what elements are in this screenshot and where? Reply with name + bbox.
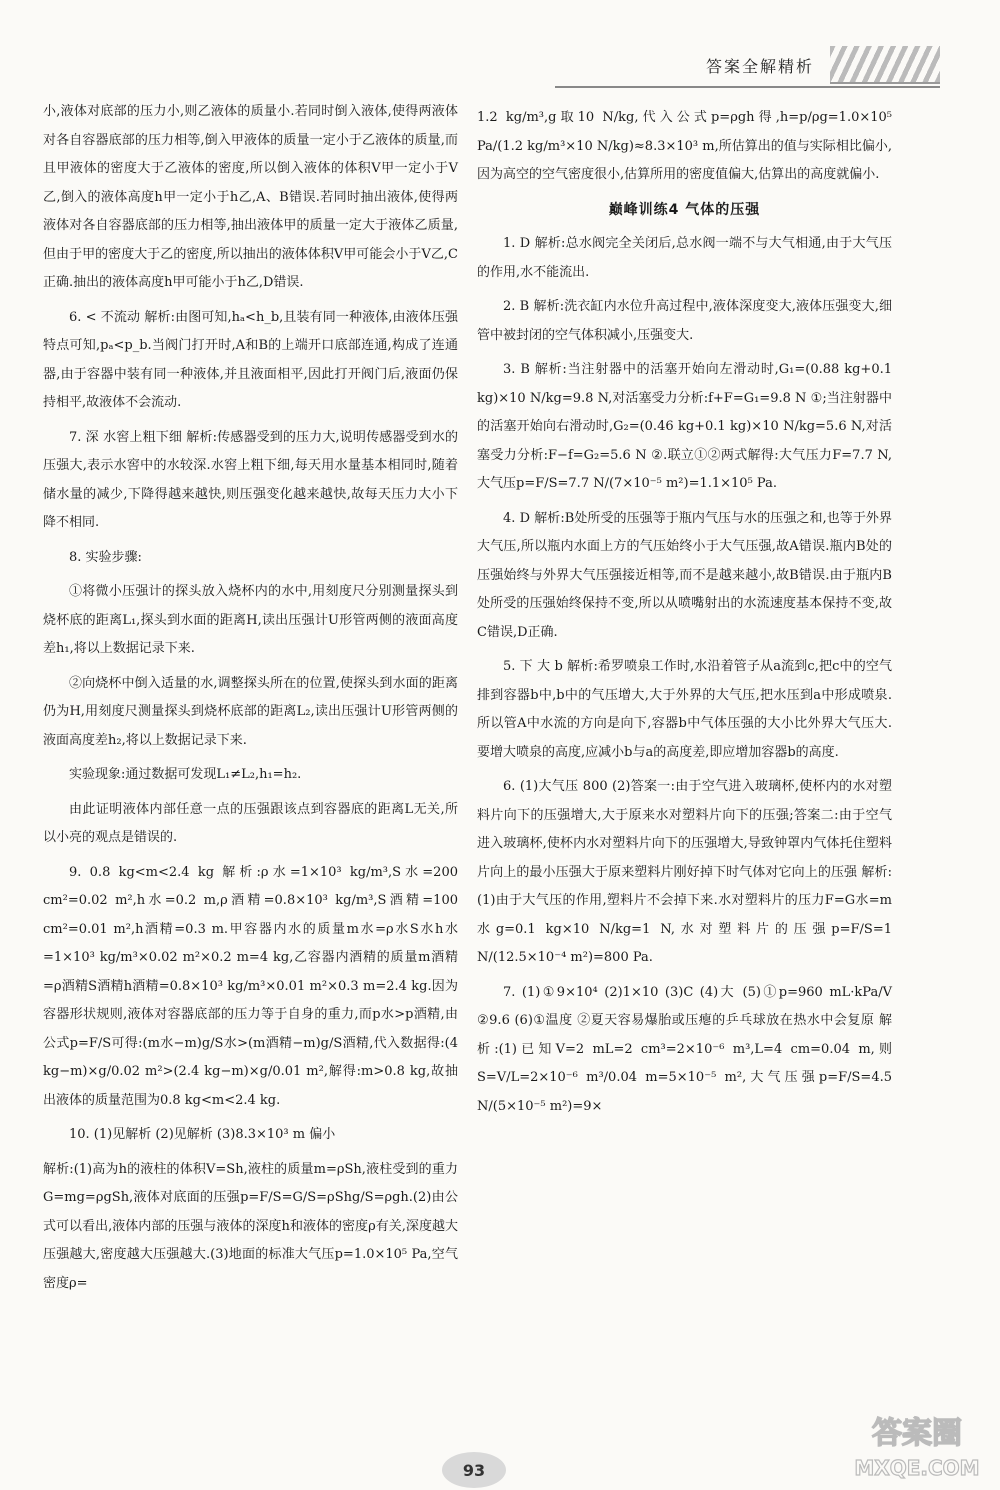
paragraph: 解析:(1)高为h的液柱的体积V=Sh,液柱的质量m=ρSh,液柱受到的重力G=mg=ρgSh,液体对底面的压强p=F/S=G/S=ρShg/S=ρgh.(2)由公式可以看出,液体内部的压强与液体的深度h和液体的密度ρ有关,深度越大压强越大,密度越大压强越大.(3)地面的标准大气压p=1.0×10⁵ Pa,空气密度ρ= xyxy=(43,1161,458,1291)
paragraph: 实验现象:通过数据可发现L₁≠L₂,h₁=h₂. xyxy=(69,767,302,782)
paragraph: 3. B 解析:当注射器中的活塞开始向左滑动时,G₁=(0.88 kg+0.1 kg)×10 N/kg=9.8 N,对活塞受力分析:f+F=G₁=9.8 N ①;当注射器中的活塞开始向右滑动时,G₂=(0.46 kg+0.1 kg)×10 N/kg=5.6 N,对活塞受力分析:F−f=G₂=5.6 N ②.联立①②两式解得:大气压力F=7.7 N,大气压p=F/S=7.7 N/(7×10⁻⁵ m²)=1.1×10⁵ Pa. xyxy=(477,362,892,491)
watermark-text-main: 答案圈 xyxy=(872,1416,962,1451)
paragraph: 1.2 kg/m³,g取10 N/kg,代入公式p=ρgh得,h=p/ρg=1.0×10⁵ Pa/(1.2 kg/m³×10 N/kg)≈8.3×10³ m,所估算出的值与实际相比偏小,因为高空的空气密度很小,估算所用的密度值偏大,估算出的高度就偏小. xyxy=(477,110,892,182)
paragraph: 1. D 解析:总水阀完全关闭后,总水阀一端不与大气相通,由于大气压的作用,水不能流出. xyxy=(477,236,892,280)
header-title: 答案全解精析 xyxy=(705,56,814,76)
paragraph: 4. D 解析:B处所受的压强等于瓶内气压与水的压强之和,也等于外界大气压,所以瓶内水面上方的气压始终小于大气压强,故A错误.瓶内B处的压强始终与外界大气压强接近相等,而不是越来越小,故B错误.由于瓶内B处所受的压强始终保持不变,所以从喷嘴射出的水流速度基本保持不变,故C错误,D正确. xyxy=(477,510,892,640)
header-rule xyxy=(555,86,940,88)
paragraph: 10. (1)见解析 (2)见解析 (3)8.3×10³ m 偏小 xyxy=(69,1127,336,1142)
paragraph: 7. 深 水窖上粗下细 解析:传感器受到的压力大,说明传感器受到水的压强大,表示水窖中的水较深.水窖上粗下细,每天用水量基本相同时,随着储水量的减少,下降得越来越快,则压强变化越来越快,故每天压力大小下降不相同. xyxy=(43,429,458,530)
paragraph: ②向烧杯中倒入适量的水,调整探头所在的位置,使探头到水面的距离仍为H,用刻度尺测量探头到烧杯底部的距离L₂,读出压强计U形管两侧的液面高度差h₂,将以上数据记录下来. xyxy=(43,675,458,748)
paragraph: 7. (1)①9×10⁴ (2)1×10 (3)C (4)大 (5)①p=960 mL·kPa/V ②9.6 (6)①温度 ②夏天容易爆胎或压瘪的乒乓球放在热水中会复原 解析:(1)已知V=2 mL=2 cm³=2×10⁻⁶ m³,L=4 cm=0.04 m,则S=V/L=2×10⁻⁶ m³/0.04 m=5×10⁻⁵ m²,大气压强p=F/S=4.5 N/(5×10⁻⁵ m²)=9× xyxy=(477,984,892,1114)
paragraph: 由此证明液体内部任意一点的压强跟该点到容器底的距离L无关,所以小亮的观点是错误的. xyxy=(43,801,458,845)
section-heading: 巅峰训练4 气体的压强 xyxy=(608,201,761,218)
header-stripes-decoration xyxy=(830,46,940,84)
page-number: 93 xyxy=(442,1452,506,1488)
right-column xyxy=(477,104,892,1127)
paragraph: 5. 下 大 b 解析:希罗喷泉工作时,水沿着管子从a流到c,把c中的空气排到容器b中,b中的气压增大,大于外界的大气压,把水压到a中形成喷泉.所以管A中水流的方向是向下,容器b中气体压强的大小比外界大气压大.要增大喷泉的高度,应减小b与a的高度差,即应增加容器b的高度. xyxy=(477,659,892,760)
paragraph: 9. 0.8 kg<m<2.4 kg 解析:ρ水=1×10³ kg/m³,S水=200 cm²=0.02 m²,h水=0.2 m,ρ酒精=0.8×10³ kg/m³,S酒精=100 cm²=0.01 m²,h酒精=0.3 m.甲容器内水的质量m水=ρ水S水h水=1×10³ kg/m³×0.02 m²×0.2 m=4 kg,乙容器内酒精的质量m酒精=ρ酒精S酒精h酒精=0.8×10³ kg/m³×0.01 m²×0.3 m=2.4 kg.因为容器形状规则,液体对容器底部的压力等于自身的重力,而p水>p酒精,由公式p=F/S可得:(m水−m)g/S水>(m酒精−m)g/S酒精,代入数据得:(4 kg−m)×g/0.02 m²>(2.4 kg−m)×g/0.01 m²,解得:m>0.8 kg,故抽出液体的质量范围为0.8 kg<m<2.4 kg. xyxy=(43,864,458,1108)
paragraph: 小,液体对底部的压力小,则乙液体的质量小.若同时倒入液体,使得两液体对各自容器底部的压力相等,倒入甲液体的质量一定小于乙液体的质量,而且甲液体的密度大于乙液体的密度,所以倒入液体的体积V甲一定小于V乙,倒入的液体高度h甲一定小于h乙,A、B错误.若同时抽出液体,使得两液体对各自容器底部的压力相等,抽出液体甲的质量一定大于液体乙质量,但由于甲的密度大于乙的密度,所以抽出的液体体积V甲可能会小于V乙,C正确.抽出的液体高度h甲可能小于h乙,D错误. xyxy=(43,104,458,290)
paragraph: 6. (1)大气压 800 (2)答案一:由于空气进入玻璃杯,使杯内的水对塑料片向下的压强增大,大于原来水对塑料片向下的压强;答案二:由于空气进入玻璃杯,使杯内水对塑料片向下的压强增大,导致钟罩内气体托住塑料片向上的最小压强大于原来塑料片刚好掉下时气体对它向上的压强 解析:(1)由于大气压的作用,塑料片不会掉下来.水对塑料片的压力F=G水=m水g=0.1 kg×10 N/kg=1 N,水对塑料片的压强p=F/S=1 N/(12.5×10⁻⁴ m²)=800 Pa. xyxy=(477,779,892,965)
paragraph: 6. < 不流动 解析:由图可知,hₐ<h_b,且装有同一种液体,由液体压强特点可知,pₐ<p_b.当阀门打开时,A和B的上端开口底部连通,构成了连通器,由于容器中装有同一种液体,并且液面相平,因此打开阀门后,液面仍保持相平,故液体不会流动. xyxy=(43,309,458,410)
left-column xyxy=(43,98,458,1304)
paragraph: 2. B 解析:洗衣缸内水位升高过程中,液体深度变大,液体压强变大,细管中被封闭的空气体积减小,压强变大. xyxy=(477,299,892,343)
watermark-logo xyxy=(852,1405,982,1485)
paragraph: ①将微小压强计的探头放入烧杯内的水中,用刻度尺分别测量探头到烧杯底的距离L₁,探头到水面的距离H,读出压强计U形管两侧的液面高度差h₁,将以上数据记录下来. xyxy=(43,584,458,656)
watermark-text-url: MXQE.COM xyxy=(854,1456,980,1480)
paragraph: 8. 实验步骤: xyxy=(69,549,142,565)
header-banner xyxy=(520,40,940,90)
